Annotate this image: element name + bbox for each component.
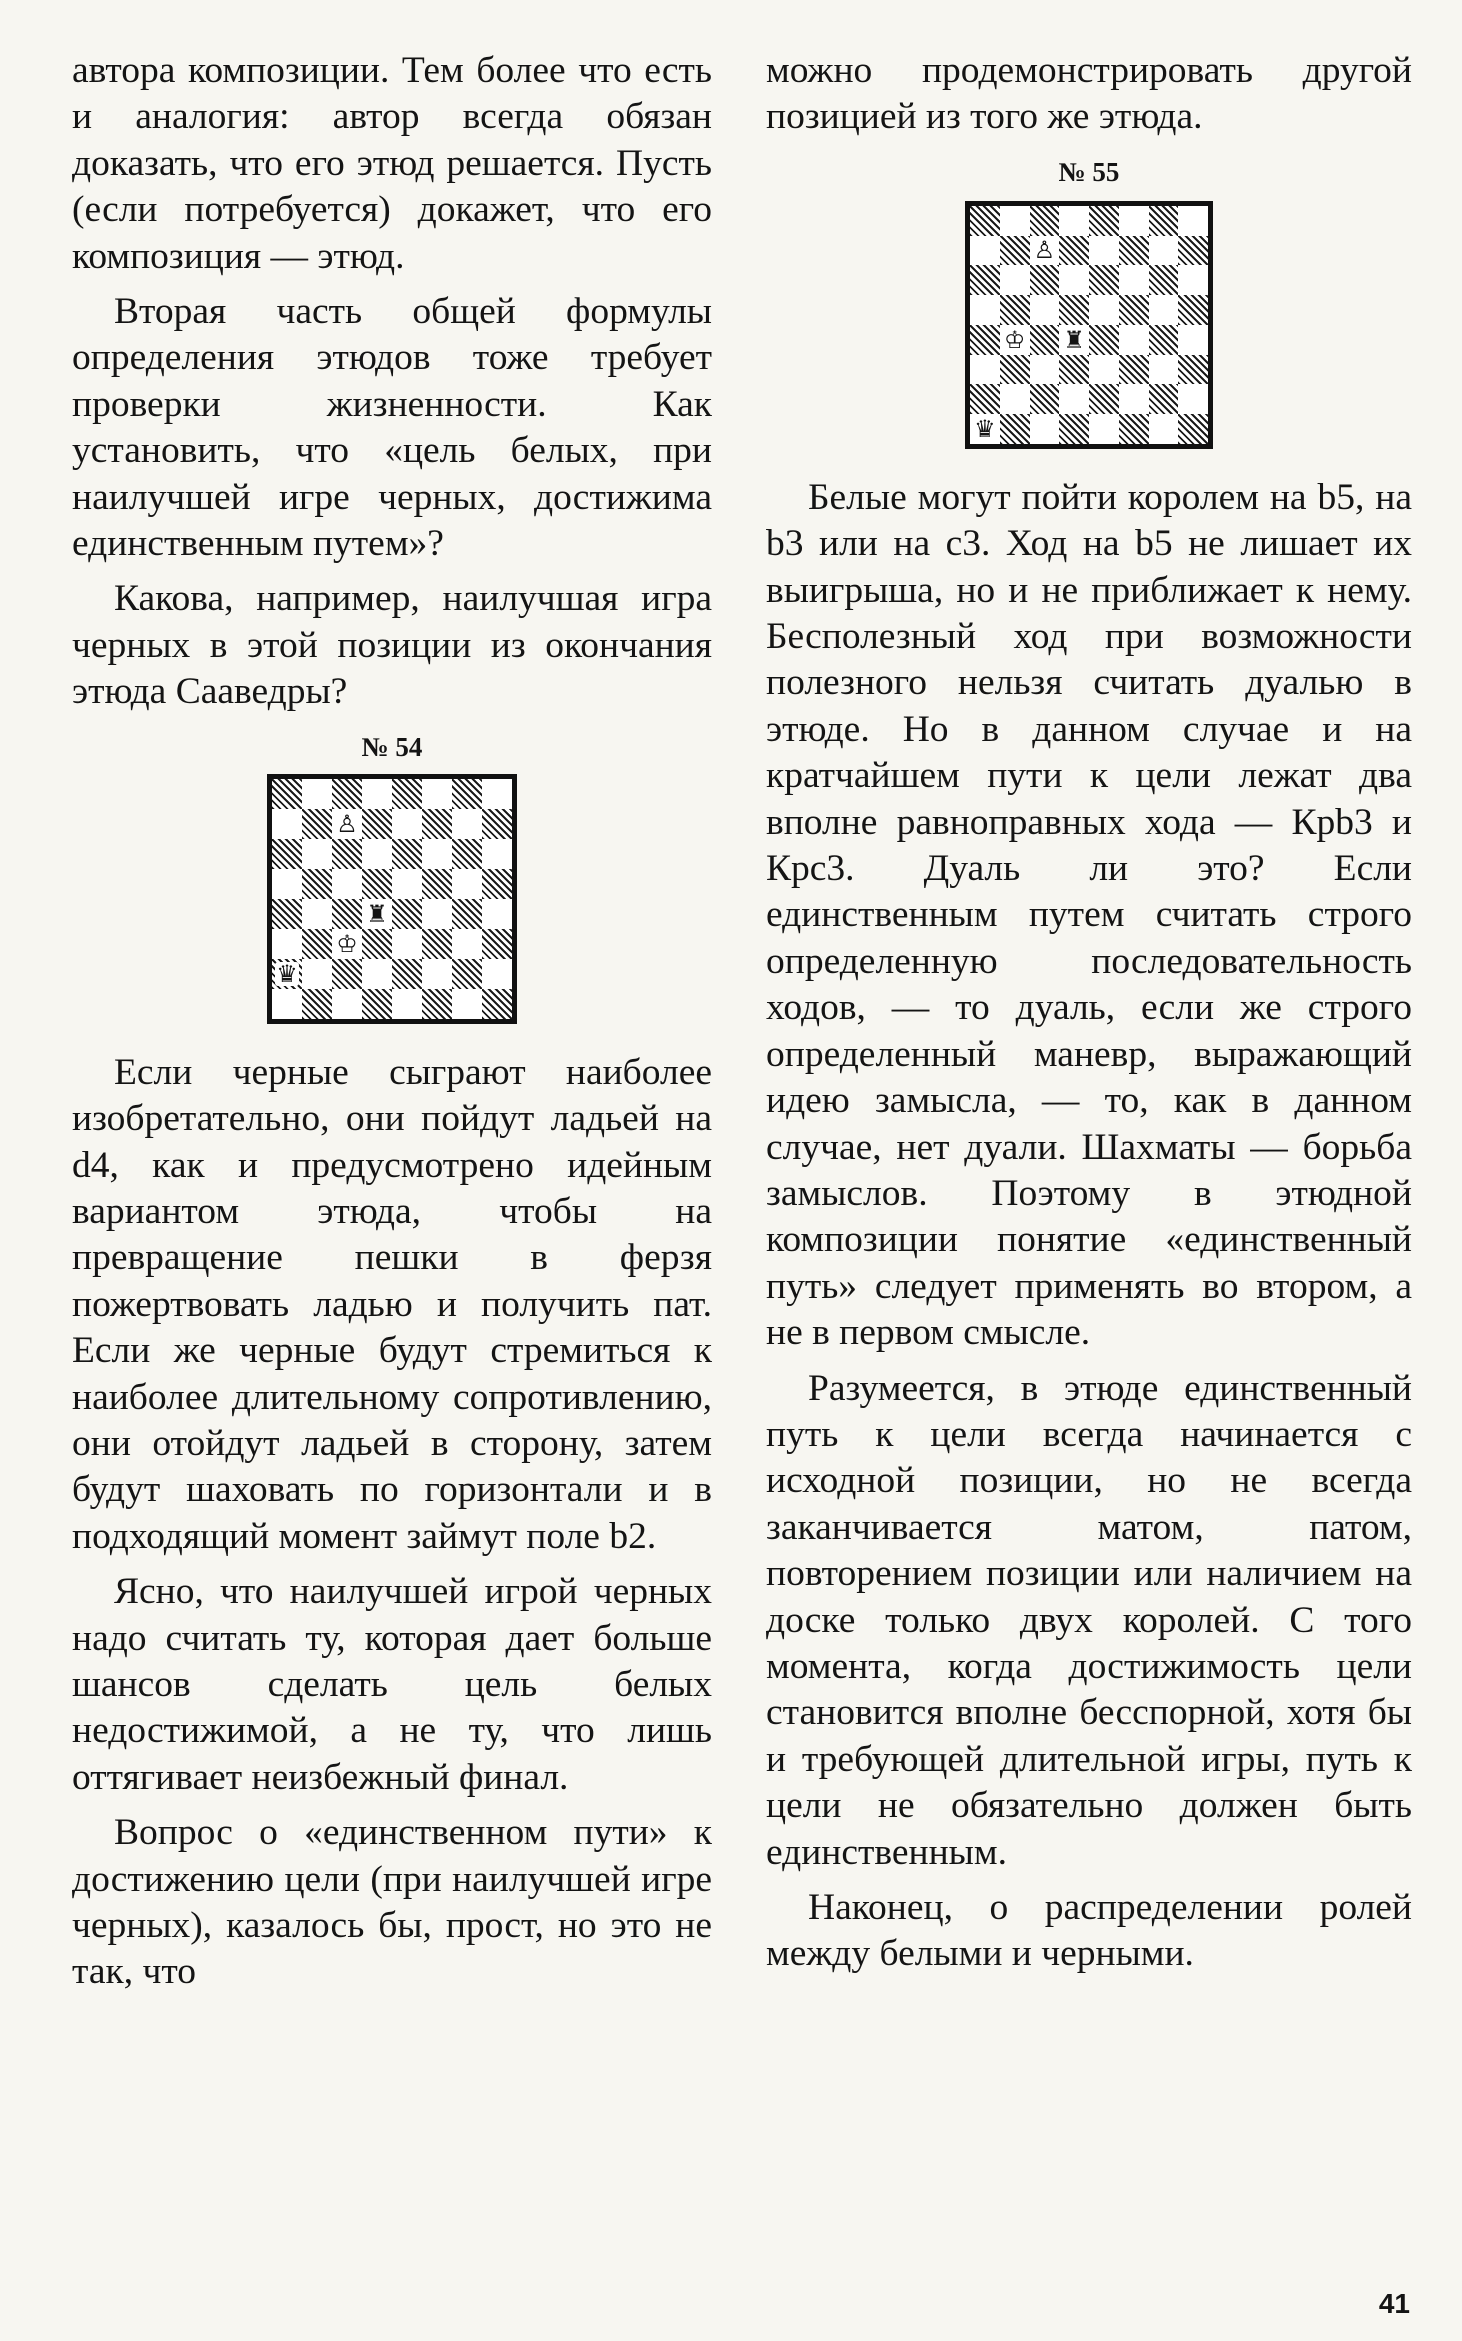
square-d6 [1059, 265, 1089, 295]
left-column [72, 48, 712, 2005]
square-b3 [302, 929, 332, 959]
square-e4 [392, 899, 422, 929]
square-g7 [452, 809, 482, 839]
square-h3 [1178, 355, 1208, 385]
square-f6 [1119, 265, 1149, 295]
square-e1 [392, 989, 422, 1019]
square-a2 [272, 959, 302, 989]
square-f4 [1119, 325, 1149, 355]
square-a4 [272, 899, 302, 929]
square-e2 [1089, 384, 1119, 414]
square-g1 [1149, 414, 1179, 444]
square-e6 [392, 839, 422, 869]
square-c8 [1030, 206, 1060, 236]
square-b7 [1000, 236, 1030, 266]
paragraph: Ясно, что наилучшей игрой черных надо считать ту, которая дает больше шансов сделать цель белых недостижимой, а не ту, что лишь оттягивает неизбежный финал. [72, 1571, 712, 1798]
diagram-55-title: № 55 [1058, 156, 1120, 187]
right-paragraphs-top [766, 48, 1412, 141]
chess-diagram-54 [267, 774, 517, 1024]
square-g5 [1149, 295, 1179, 325]
square-h7 [482, 809, 512, 839]
square-d8 [362, 779, 392, 809]
square-f7 [422, 809, 452, 839]
white-piece-c7: ♙ [336, 809, 358, 838]
square-f1 [422, 989, 452, 1019]
square-f8 [422, 779, 452, 809]
square-c8 [332, 779, 362, 809]
square-h6 [482, 839, 512, 869]
square-d2 [362, 959, 392, 989]
square-c3 [1030, 355, 1060, 385]
square-g3 [452, 929, 482, 959]
square-e1 [1089, 414, 1119, 444]
square-a8 [970, 206, 1000, 236]
square-d7 [362, 809, 392, 839]
square-f5 [422, 869, 452, 899]
white-piece-b4: ♔ [1003, 325, 1026, 354]
paragraph: Разумеется, в этюде единственный путь к цели всегда начинается с исходной позиции, но не всегда заканчивается матом, патом, повторением позиции или наличием на доске только двух королей. С того момента, когда достижимость цели становится вполне бесспорной, хотя бы и требующей длительной игры, путь к цели не обязательно должен быть единственным. [766, 1367, 1412, 1873]
paragraph: Если черные сыграют наиболее изобретательно, они пойдут ладьей на d4, как и предусмотрено идейным вариантом этюда, чтобы на превращение пешки в ферзя пожертвовать ладью и получить пат. Если же черные будут стремиться к наиболее длительному сопротивлению, они отойдут ладьей в сторону, затем будут шаховать по горизонтали и в подходящий момент займут поле b2. [72, 1051, 712, 1557]
square-h8 [1178, 206, 1208, 236]
square-f2 [422, 959, 452, 989]
square-g2 [452, 959, 482, 989]
square-h1 [482, 989, 512, 1019]
square-c2 [1030, 384, 1060, 414]
square-c6 [332, 839, 362, 869]
square-d8 [1059, 206, 1089, 236]
square-e5 [1089, 295, 1119, 325]
square-h8 [482, 779, 512, 809]
square-a7 [272, 809, 302, 839]
black-piece-d4: ♜ [366, 899, 388, 928]
black-piece-d4: ♜ [1063, 325, 1085, 354]
paragraph: можно продемонстрировать другой позицией из того же этюда. [766, 50, 1412, 138]
square-d5 [362, 869, 392, 899]
square-h1 [1178, 414, 1208, 444]
square-h7 [1178, 236, 1208, 266]
square-b7 [302, 809, 332, 839]
left-paragraphs-top [72, 48, 712, 716]
right-paragraphs-bottom [766, 475, 1412, 1978]
square-b6 [302, 839, 332, 869]
square-f3 [1119, 355, 1149, 385]
square-b6 [1000, 265, 1030, 295]
square-h5 [482, 869, 512, 899]
square-g5 [452, 869, 482, 899]
square-e3 [1089, 355, 1119, 385]
square-h4 [1178, 325, 1208, 355]
square-f1 [1119, 414, 1149, 444]
square-b4 [1000, 325, 1030, 355]
square-g3 [1149, 355, 1179, 385]
square-b5 [302, 869, 332, 899]
square-c5 [332, 869, 362, 899]
square-g6 [452, 839, 482, 869]
square-b5 [1000, 295, 1030, 325]
square-d3 [1059, 355, 1089, 385]
square-g7 [1149, 236, 1179, 266]
square-g8 [1149, 206, 1179, 236]
left-paragraphs-bottom [72, 1050, 712, 1996]
square-h4 [482, 899, 512, 929]
square-e3 [392, 929, 422, 959]
square-c7 [332, 809, 362, 839]
square-e2 [392, 959, 422, 989]
square-d4 [1059, 325, 1089, 355]
square-d1 [362, 989, 392, 1019]
square-c4 [1030, 325, 1060, 355]
square-d3 [362, 929, 392, 959]
square-d2 [1059, 384, 1089, 414]
paragraph: Какова, например, наилучшая игра черных в этой позиции из окончания этюда Сааведры? [72, 578, 712, 713]
square-b1 [302, 989, 332, 1019]
square-h2 [482, 959, 512, 989]
square-e7 [392, 809, 422, 839]
square-a4 [970, 325, 1000, 355]
square-d5 [1059, 295, 1089, 325]
white-piece-c3: ♔ [336, 929, 358, 958]
square-b1 [1000, 414, 1030, 444]
square-f8 [1119, 206, 1149, 236]
square-e5 [392, 869, 422, 899]
paragraph: Белые могут пойти королем на b5, на b3 или на c3. Ход на b5 не лишает их выигрыша, но и не приближает к нему. Бесполезный ход при возможности полезного нельзя считать дуалью в этюде. Но в данном случае и на кратчайшем пути к цели лежат два вполне равноправных хода — Крb3 и Крc3. Дуаль ли это? Если единственным путем считать строго определенную последовательность ходов, — то дуаль, если же строго определенный маневр, выражающий идею замысла, — то, как в данном случае, нет дуали. Шахматы — борьба замыслов. Поэтому в этюдной композиции понятие «единственный путь» следует применять во втором, а не в первом смысле. [766, 476, 1412, 1354]
square-c1 [332, 989, 362, 1019]
square-d4 [362, 899, 392, 929]
square-e4 [1089, 325, 1119, 355]
square-g2 [1149, 384, 1179, 414]
square-a2 [970, 384, 1000, 414]
paragraph: Вторая часть общей формулы определения этюдов тоже требует проверки жизненности. Как установить, что «цель белых, при наилучшей игре черных, достижима единственным путем»? [72, 291, 712, 565]
square-a3 [970, 355, 1000, 385]
square-c5 [1030, 295, 1060, 325]
square-f2 [1119, 384, 1149, 414]
square-f4 [422, 899, 452, 929]
square-c2 [332, 959, 362, 989]
square-a1 [970, 414, 1000, 444]
right-column [766, 48, 1412, 1987]
square-g1 [452, 989, 482, 1019]
page-number: 41 [1378, 2288, 1410, 2319]
square-e8 [392, 779, 422, 809]
square-e6 [1089, 265, 1119, 295]
square-h2 [1178, 384, 1208, 414]
paragraph: Наконец, о распределении ролей между белыми и черными. [766, 1887, 1412, 1975]
square-a5 [970, 295, 1000, 325]
square-f3 [422, 929, 452, 959]
square-c1 [1030, 414, 1060, 444]
paragraph: Вопрос о «единственном пути» к достижению цели (при наилучшей игре черных), казалось бы, прост, но это не так, что [72, 1812, 712, 1993]
square-a1 [272, 989, 302, 1019]
white-piece-c7: ♙ [1033, 236, 1056, 265]
square-b2 [302, 959, 332, 989]
black-piece-a2: ♛ [276, 959, 298, 988]
square-f7 [1119, 236, 1149, 266]
square-h3 [482, 929, 512, 959]
square-d6 [362, 839, 392, 869]
square-b8 [302, 779, 332, 809]
square-h6 [1178, 265, 1208, 295]
square-a6 [970, 265, 1000, 295]
square-b2 [1000, 384, 1030, 414]
square-e7 [1089, 236, 1119, 266]
square-e8 [1089, 206, 1119, 236]
chess-diagram-55 [965, 201, 1213, 449]
square-f5 [1119, 295, 1149, 325]
square-c7 [1030, 236, 1060, 266]
black-piece-a1: ♛ [974, 414, 996, 443]
paragraph: автора композиции. Тем более что есть и аналогия: автор всегда обязан доказать, что его этюд решается. Пусть (если потребуется) докажет, что его композиция — этюд. [72, 50, 712, 277]
square-a8 [272, 779, 302, 809]
square-g6 [1149, 265, 1179, 295]
square-b4 [302, 899, 332, 929]
square-f6 [422, 839, 452, 869]
square-c3 [332, 929, 362, 959]
square-g4 [1149, 325, 1179, 355]
square-a3 [272, 929, 302, 959]
square-d1 [1059, 414, 1089, 444]
square-a7 [970, 236, 1000, 266]
square-b3 [1000, 355, 1030, 385]
square-a6 [272, 839, 302, 869]
square-d7 [1059, 236, 1089, 266]
square-g8 [452, 779, 482, 809]
square-b8 [1000, 206, 1030, 236]
square-c4 [332, 899, 362, 929]
diagram-54-title: № 54 [361, 731, 423, 762]
square-c6 [1030, 265, 1060, 295]
square-g4 [452, 899, 482, 929]
square-a5 [272, 869, 302, 899]
square-h5 [1178, 295, 1208, 325]
